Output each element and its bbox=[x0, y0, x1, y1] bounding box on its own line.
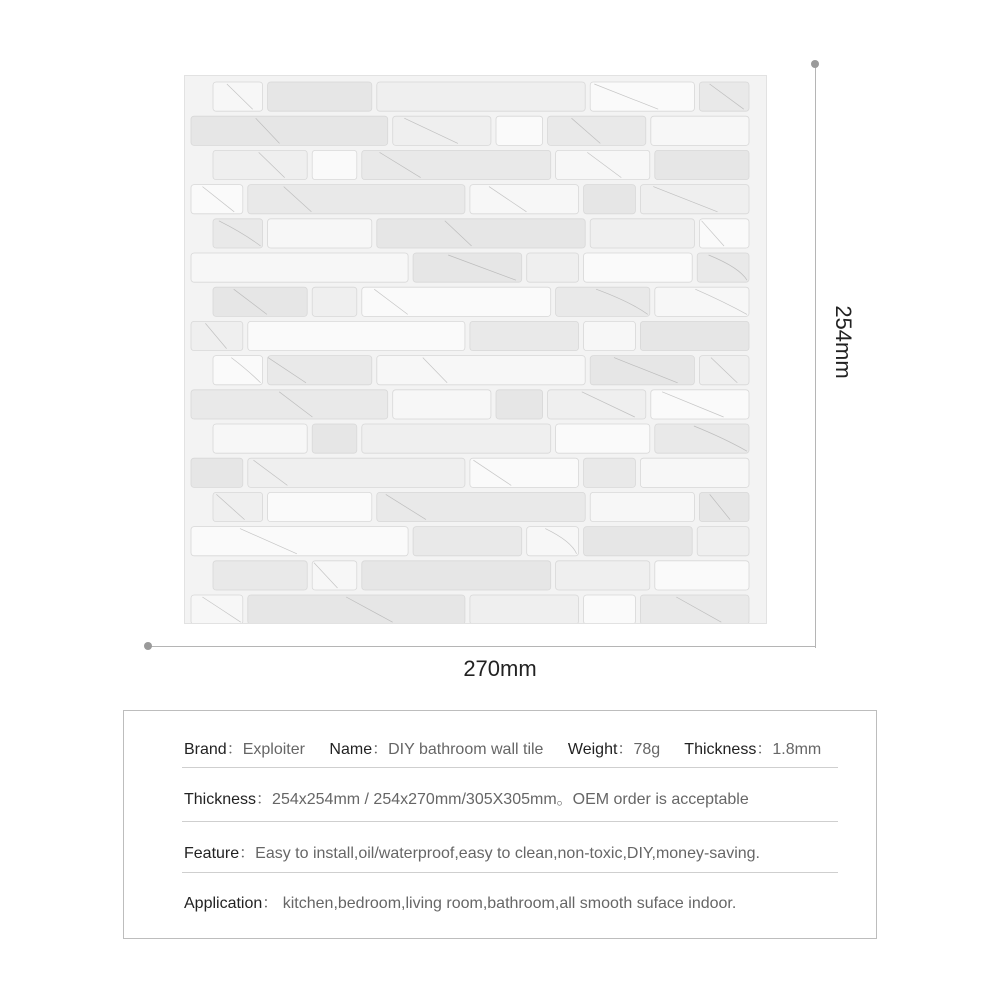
mosaic-tile bbox=[377, 356, 585, 385]
mosaic-tile bbox=[584, 253, 693, 282]
thickness-separator: ： bbox=[756, 741, 773, 758]
mosaic-tile bbox=[191, 185, 243, 214]
sizes-separator: ： bbox=[256, 791, 273, 808]
name-value: DIY bathroom wall tile bbox=[388, 741, 544, 758]
brand-label: Brand bbox=[184, 741, 227, 758]
mosaic-tile bbox=[640, 595, 749, 623]
mosaic-tile bbox=[655, 561, 749, 590]
mosaic-tile bbox=[640, 185, 749, 214]
mosaic-tile bbox=[248, 458, 465, 487]
spec-row-sizes bbox=[182, 768, 838, 822]
mosaic-tile bbox=[268, 82, 372, 111]
mosaic-tile bbox=[556, 150, 650, 179]
mosaic-tile bbox=[312, 561, 357, 590]
mosaic-tile bbox=[470, 185, 579, 214]
spec-line-sizes bbox=[184, 786, 749, 809]
mosaic-tile bbox=[377, 219, 585, 248]
mosaic-tile bbox=[470, 458, 579, 487]
mosaic-tile bbox=[496, 116, 543, 145]
mosaic-tile bbox=[362, 424, 551, 453]
spec-row-feature bbox=[182, 822, 838, 873]
mosaic-tile bbox=[548, 116, 646, 145]
mosaic-tile bbox=[312, 424, 357, 453]
mosaic-tile bbox=[213, 561, 307, 590]
spec-line-application bbox=[184, 890, 736, 913]
mosaic-tile bbox=[213, 424, 307, 453]
mosaic-tile bbox=[413, 253, 522, 282]
thickness-label: Thickness bbox=[684, 741, 757, 758]
mosaic-tile bbox=[268, 219, 372, 248]
mosaic-tile bbox=[393, 116, 491, 145]
mosaic-tile bbox=[655, 287, 749, 316]
mosaic-tile bbox=[640, 321, 749, 350]
height-dimension-endpoint bbox=[811, 60, 819, 68]
mosaic-tile bbox=[191, 527, 408, 556]
thickness-value: 1.8mm bbox=[772, 741, 822, 758]
mosaic-tile bbox=[191, 253, 408, 282]
spec-row-basic bbox=[182, 725, 838, 768]
mosaic-tile bbox=[377, 492, 585, 521]
mosaic-tile bbox=[496, 390, 543, 419]
mosaic-tile bbox=[312, 287, 357, 316]
specifications-panel bbox=[123, 710, 877, 939]
weight-label: Weight bbox=[567, 741, 618, 758]
mosaic-tile bbox=[590, 82, 694, 111]
mosaic-tile bbox=[655, 424, 749, 453]
mosaic-tile bbox=[470, 595, 579, 623]
mosaic-tile bbox=[191, 390, 388, 419]
mosaic-tile bbox=[699, 82, 749, 111]
feature-separator: ： bbox=[239, 845, 256, 862]
height-dimension-label: 254mm bbox=[831, 305, 856, 379]
spec-row-application bbox=[182, 873, 838, 923]
mosaic-tile bbox=[527, 253, 579, 282]
application-label: Application bbox=[184, 895, 263, 912]
mosaic-tile bbox=[213, 492, 263, 521]
mosaic-tile bbox=[590, 492, 694, 521]
mosaic-tile bbox=[213, 287, 307, 316]
name-separator: ： bbox=[372, 741, 389, 758]
mosaic-tile bbox=[191, 458, 243, 487]
mosaic-tile bbox=[699, 219, 749, 248]
mosaic-tile bbox=[584, 527, 693, 556]
mosaic-tile bbox=[413, 527, 522, 556]
feature-label: Feature bbox=[184, 845, 240, 862]
spec-line-feature bbox=[184, 840, 760, 863]
sizes-value: 254x254mm / 254x270mm/305X305mm。OEM order is acceptable bbox=[272, 791, 749, 808]
mosaic-tile bbox=[191, 116, 388, 145]
mosaic-tile bbox=[213, 150, 307, 179]
mosaic-tile bbox=[362, 561, 551, 590]
product-tile-sheet-image bbox=[184, 75, 767, 624]
mosaic-tile bbox=[377, 82, 585, 111]
mosaic-tile bbox=[590, 356, 694, 385]
height-dimension-line bbox=[815, 64, 816, 648]
width-dimension-label: 270mm bbox=[463, 656, 537, 681]
mosaic-tile bbox=[362, 287, 551, 316]
mosaic-tile bbox=[470, 321, 579, 350]
application-separator: ： bbox=[262, 895, 279, 912]
mosaic-tile bbox=[362, 150, 551, 179]
weight-value: 78g bbox=[633, 741, 661, 758]
mosaic-tile bbox=[584, 321, 636, 350]
mosaic-tile bbox=[191, 595, 243, 623]
mosaic-tile bbox=[556, 561, 650, 590]
mosaic-tile bbox=[268, 356, 372, 385]
mosaic-tile bbox=[312, 150, 357, 179]
mosaic-tile bbox=[548, 390, 646, 419]
mosaic-tile bbox=[527, 527, 579, 556]
mosaic-tile bbox=[248, 595, 465, 623]
mosaic-tile bbox=[248, 185, 465, 214]
weight-separator: ： bbox=[617, 741, 634, 758]
mosaic-tile bbox=[191, 321, 243, 350]
name-label: Name bbox=[329, 741, 373, 758]
feature-value: Easy to install,oil/waterproof,easy to clean,non-toxic,DIY,money-saving. bbox=[255, 845, 760, 862]
mosaic-tile bbox=[268, 492, 372, 521]
mosaic-tile bbox=[213, 356, 263, 385]
mosaic-tile bbox=[697, 527, 749, 556]
marble-mosaic-tiles bbox=[185, 76, 766, 623]
width-dimension-line bbox=[148, 646, 816, 647]
mosaic-tile bbox=[248, 321, 465, 350]
mosaic-tile bbox=[655, 150, 749, 179]
brand-separator: ： bbox=[226, 741, 243, 758]
mosaic-tile bbox=[699, 492, 749, 521]
mosaic-tile bbox=[651, 390, 749, 419]
mosaic-tile bbox=[556, 424, 650, 453]
mosaic-tile bbox=[213, 82, 263, 111]
mosaic-tile bbox=[697, 253, 749, 282]
mosaic-tile bbox=[651, 116, 749, 145]
width-dimension-endpoint bbox=[144, 642, 152, 650]
mosaic-tile bbox=[584, 185, 636, 214]
mosaic-tile bbox=[393, 390, 491, 419]
mosaic-tile bbox=[590, 219, 694, 248]
mosaic-tile bbox=[640, 458, 749, 487]
mosaic-tile bbox=[213, 219, 263, 248]
application-value: kitchen,bedroom,living room,bathroom,all smooth suface indoor. bbox=[278, 895, 737, 912]
spec-line-basic bbox=[184, 736, 821, 759]
mosaic-tile bbox=[584, 458, 636, 487]
brand-value: Exploiter bbox=[242, 741, 305, 758]
mosaic-tile bbox=[584, 595, 636, 623]
sizes-label: Thickness bbox=[184, 791, 257, 808]
